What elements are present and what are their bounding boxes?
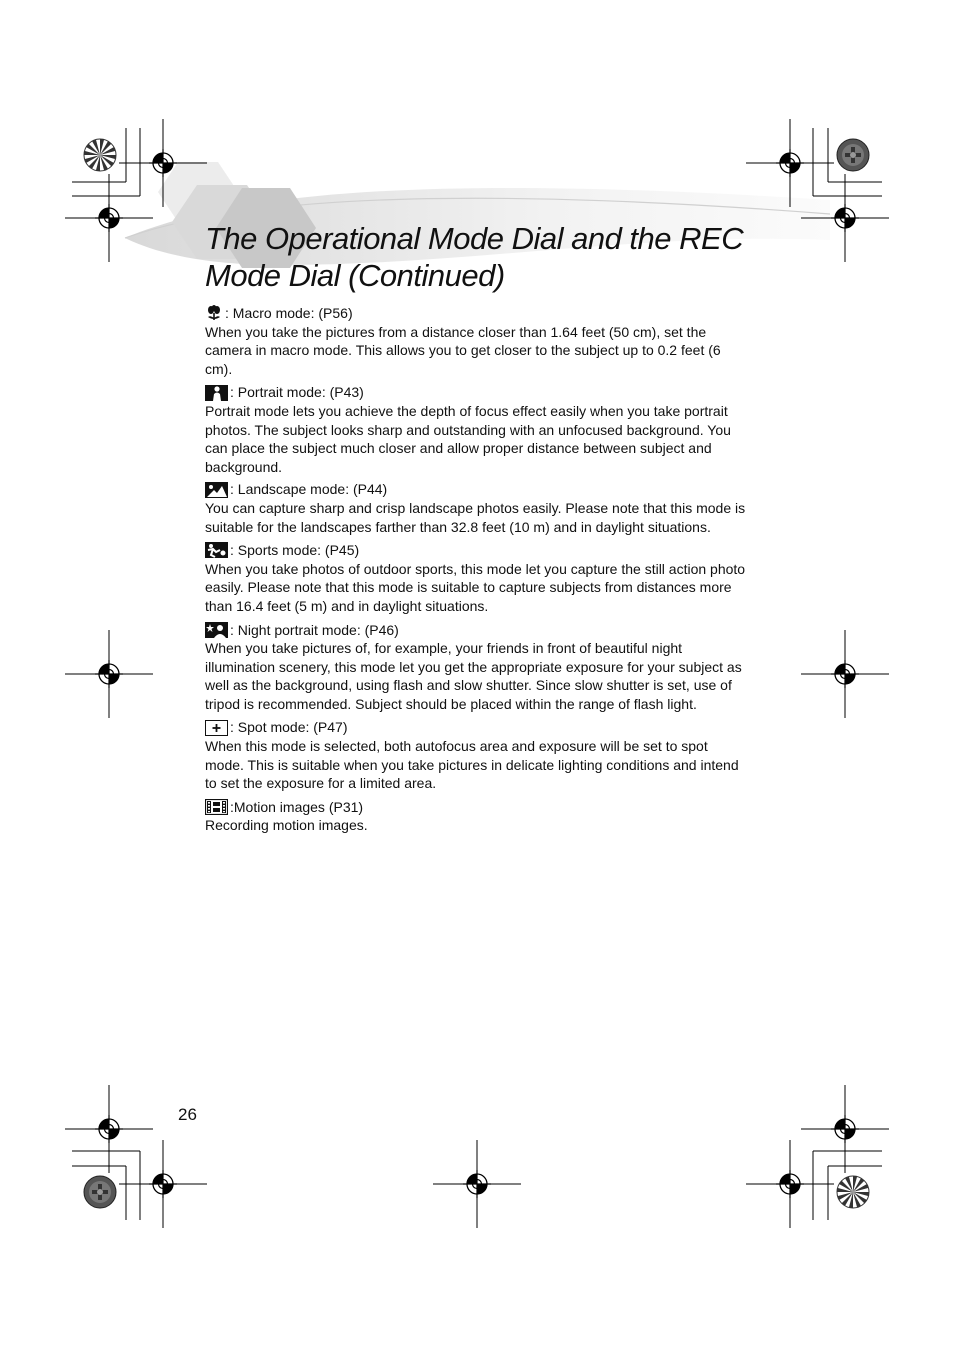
macro-flower-icon (205, 305, 223, 321)
spot-icon (205, 720, 228, 736)
section-description: Portrait mode lets you achieve the depth of focus effect easily when you take portrait photos. The subject looks sharp and outstanding with an unfocused background. You can place the subject much closer and allow proper distance between subject and background. (205, 402, 731, 475)
section-motion-images (205, 798, 750, 835)
night-portrait-icon (205, 622, 228, 638)
section-heading: : Night portrait mode: (P46) (230, 621, 399, 638)
film-icon (205, 799, 228, 815)
section-description: Recording motion images. (205, 817, 368, 834)
section-description: When this mode is selected, both autofocus area and exposure will be set to spot mode. This is suitable when you take pictures in delicate lighting conditions and intend to set the exposure for a limited area. (205, 738, 739, 792)
section-description: When you take photos of outdoor sports, this mode let you capture the still action photo easily. Please note that this mode is suitable to capture subjects from distances more than 16.4 feet (5 m) and in daylight situations. (205, 560, 746, 614)
section-heading: : Portrait mode: (P43) (230, 384, 364, 401)
page-number: 26 (178, 1105, 197, 1124)
landscape-icon (205, 482, 228, 498)
sports-icon (205, 542, 228, 558)
section-landscape (205, 480, 750, 536)
section-sports (205, 541, 750, 615)
section-portrait (205, 383, 750, 476)
section-heading: :Motion images (P31) (230, 798, 364, 815)
section-description: When you take pictures of, for example, your friends in front of beautiful night illumination scenery, this mode let you get the appropriate exposure for your subject as well as the background, using flash and slow shutter. Since slow shutter is set, use of tripod is recommended. Subject should be placed within the range of flash light. (205, 640, 742, 712)
section-description: You can capture sharp and crisp landscape photos easily. Please note that this mode is suitable for the landscapes farther than 32.8 feet (10 m) and in daylight situations. (205, 499, 746, 535)
section-night-portrait (205, 621, 750, 714)
page-title: The Operational Mode Dial and the REC Mode Dial (Continued) (205, 221, 744, 293)
section-spot (205, 718, 750, 792)
mode-list (205, 304, 750, 835)
section-heading: : Macro mode: (P56) (225, 305, 353, 321)
section-description: When you take the pictures from a distance closer than 1.64 feet (50 cm), set the camera in macro mode. This allows you to get closer to the subject up to 0.2 feet (6 cm). (205, 323, 721, 377)
section-macro (205, 304, 750, 378)
portrait-icon (205, 385, 228, 401)
section-heading: : Spot mode: (P47) (230, 719, 348, 736)
section-heading: : Landscape mode: (P44) (230, 481, 388, 498)
section-heading: : Sports mode: (P45) (230, 542, 360, 559)
